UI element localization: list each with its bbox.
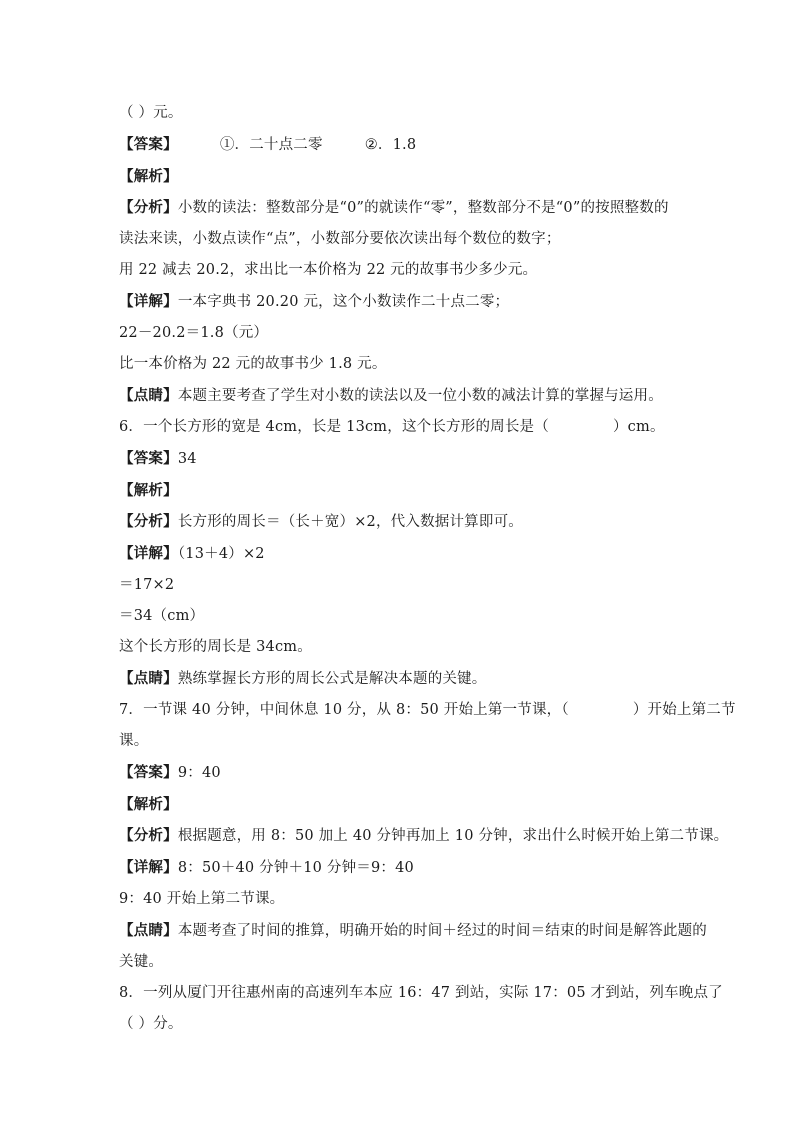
fenxi-tag: 【分析】 [119,199,178,216]
q5-answer-2: ②．1.8 [364,137,417,153]
q7-question-text-b: ）开始上第二节 [632,702,736,718]
q5-xiangjie-text-3: 比一本价格为 22 元的故事书少 1.8 元。 [119,356,387,372]
q7-xiangjie-text-2: 9：40 开始上第二节课。 [119,891,285,907]
q7-dianjing [119,915,708,947]
q6-xiangjie-text-4: 这个长方形的周长是 34cm。 [119,639,312,655]
q8-question-text: 8．一列从厦门开往惠州南的高速列车本应 16：47 到站，实际 17：05 才到站，列车晚点了 [119,985,723,1001]
q6-question-unit: ）cm。 [612,419,665,435]
q6-question-text: 6．一个长方形的宽是 4cm，长是 13cm，这个长方形的周长是（ [119,419,549,435]
q7-question-text: 7．一节课 40 分钟，中间休息 10 分，从 8：50 开始上第一节课，（ [119,702,569,718]
q7-answer [119,757,694,789]
q6-fenxi-text: 长方形的周长＝（长＋宽）×2，代入数据计算即可。 [177,514,523,530]
q5-xiangjie-text-1: 一本字典书 20.20 元，这个小数读作二十点二零； [177,294,510,310]
q6-fenxi [119,506,694,538]
xiangjie-tag: 【详解】 [119,859,178,876]
q7-dianjing-text-2: 关键。 [119,954,164,970]
dianjing-tag: 【点睛】 [119,922,178,939]
q6-xiangjie-text-3: ＝34（cm） [119,608,205,624]
answer-tag: 【答案】 [119,450,178,467]
q7-fenxi [119,820,729,852]
q5-fenxi-text-2: 读法来读，小数点读作“点”，小数部分要依次读出每个数位的数字； [119,231,561,247]
q6-xiangjie-text-1: （13＋4）×2 [177,546,265,562]
q7-question-text-c: 课。 [119,733,149,749]
q5-jiexi-heading: 【解析】 [119,168,178,185]
q5-dianjing-text: 本题主要考查了学生对小数的读法以及一位小数的减法计算的掌握与运用。 [177,388,663,404]
answer-tag: 【答案】 [119,764,178,781]
xiangjie-tag: 【详解】 [119,293,178,310]
fenxi-tag: 【分析】 [119,827,178,844]
q8-question-tail: （ ）分。 [119,1016,183,1032]
q5-xiangjie [119,286,694,318]
q7-jiexi-heading: 【解析】 [119,796,178,813]
xiangjie-tag: 【详解】 [119,545,178,562]
q6-jiexi-heading: 【解析】 [119,482,178,499]
dianjing-tag: 【点睛】 [119,670,178,687]
q5-xiangjie-text-2: 22－20.2＝1.8（元） [119,325,269,341]
q5-fenxi-text-1: 小数的读法：整数部分是“0”的就读作“零”，整数部分不是“0”的按照整数的 [177,200,669,216]
q6-question [119,412,694,443]
q5-answer-1: ①．二十点二零 [219,137,323,153]
q7-answer-value: 9：40 [177,765,221,781]
q7-xiangjie [119,852,694,884]
answer-tag: 【答案】 [119,136,178,153]
q6-xiangjie-text-2: ＝17×2 [119,577,175,593]
fenxi-tag: 【分析】 [119,513,178,530]
q5-fenxi [119,192,694,224]
q5-fenxi-text-3: 用 22 减去 20.2，求出比一本价格为 22 元的故事书少多少元。 [119,262,538,278]
q6-xiangjie [119,538,694,570]
q6-answer [119,443,694,475]
q7-dianjing-text-1: 本题考查了时间的推算，明确开始的时间＋经过的时间＝结束的时间是解答此题的 [177,923,708,939]
q5-question-tail: （ ）元。 [119,105,183,121]
q7-question [119,695,736,726]
q6-dianjing-text: 熟练掌握长方形的周长公式是解决本题的关键。 [177,671,487,687]
q7-xiangjie-text-1: 8：50＋40 分钟＋10 分钟＝9：40 [177,860,414,876]
dianjing-tag: 【点睛】 [119,387,178,404]
q5-answer [119,129,694,161]
q6-dianjing [119,663,694,695]
q6-answer-value: 34 [177,451,197,467]
q5-dianjing [119,380,694,412]
q7-fenxi-text: 根据题意，用 8：50 加上 40 分钟再加上 10 分钟，求出什么时候开始上第二节课。 [177,828,729,844]
